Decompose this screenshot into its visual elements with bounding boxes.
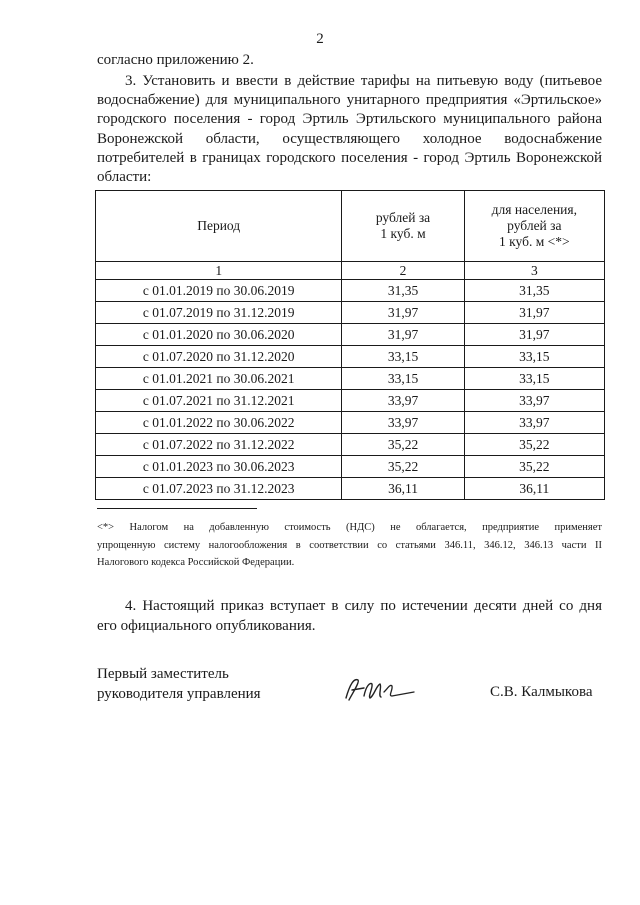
paragraph-4-line: 4. Настоящий приказ вступает в силу по истечении десяти дней со дня [125,598,602,614]
intro-line: согласно приложению 2. [97,52,254,68]
paragraph-3-line: области: [97,169,152,186]
period-cell: с 01.07.2023 по 31.12.2023 [96,478,342,500]
footnote-line: <*> Налогом на добавленную стоимость (НДС) не облагается, предприятие применяет [97,522,602,533]
population-rate-cell: 33,15 [464,368,604,390]
period-cell: с 01.07.2022 по 31.12.2022 [96,434,342,456]
rate-cell: 31,97 [342,324,464,346]
rate-cell: 36,11 [342,478,464,500]
table-row [96,346,605,368]
table-row [96,368,605,390]
table-row [96,390,605,412]
paragraph-3-line: водоснабжение) для муниципального унитарного предприятия «Эртильское» [97,92,602,109]
header-period-label: Период [197,218,241,233]
period-cell: с 01.07.2020 по 31.12.2020 [96,346,342,368]
header-population-line: 1 куб. м <*> [499,234,570,249]
header-period [96,191,342,262]
population-rate-cell: 31,97 [464,324,604,346]
period-cell: с 01.01.2023 по 30.06.2023 [96,456,342,478]
population-rate-cell: 33,97 [464,390,604,412]
period-cell: с 01.01.2021 по 30.06.2021 [96,368,342,390]
paragraph-4-line: его официального опубликования. [97,617,316,634]
period-cell: с 01.01.2019 по 30.06.2019 [96,280,342,302]
footnote-divider [97,508,257,509]
rate-cell: 33,15 [342,346,464,368]
footnote-line: упрощенную систему налогообложения в соответствии со статьями 346.11, 346.12, 346.13 части II [97,539,602,551]
footnote-line: Налогового кодекса Российской Федерации. [97,557,295,568]
header-population-line: рублей за [507,218,562,233]
table-row [96,434,605,456]
period-cell: с 01.01.2020 по 30.06.2020 [96,324,342,346]
paragraph-3-line: 3. Установить и ввести в действие тарифы на питьевую воду (питьевое [125,73,602,89]
table-row [96,456,605,478]
rate-cell: 35,22 [342,434,464,456]
tariff-table [95,190,605,500]
column-number: 3 [464,262,604,280]
period-cell: с 01.07.2019 по 31.12.2019 [96,302,342,324]
paragraph-4 [97,597,602,636]
rate-cell: 33,97 [342,390,464,412]
rate-cell: 33,15 [342,368,464,390]
rate-cell: 31,35 [342,280,464,302]
paragraph-3-line: Воронежской области, осуществляющего холодное водоснабжение [97,130,602,147]
rate-cell: 35,22 [342,456,464,478]
paragraph-3-line: потребителей в границах городского поселения - город Эртиль Воронежской [97,149,602,166]
handwritten-signature [340,670,420,708]
header-rate-line: 1 куб. м [380,226,426,241]
column-number: 1 [96,262,342,280]
paragraph-3-line: городского поселения - город Эртиль Эртильского муниципального района [97,111,602,128]
population-rate-cell: 35,22 [464,434,604,456]
table-row [96,302,605,324]
population-rate-cell: 36,11 [464,478,604,500]
period-cell: с 01.01.2022 по 30.06.2022 [96,412,342,434]
signatory-name: С.В. Калмыкова [490,684,593,700]
period-cell: с 01.07.2021 по 31.12.2021 [96,390,342,412]
rate-cell: 33,97 [342,412,464,434]
header-rate [342,191,464,262]
header-population-line: для населения, [491,202,577,217]
table-row [96,324,605,346]
column-number-row [96,262,605,280]
population-rate-cell: 35,22 [464,456,604,478]
population-rate-cell: 33,15 [464,346,604,368]
population-rate-cell: 31,35 [464,280,604,302]
signatory-title [97,665,261,704]
paragraph-3 [97,72,602,187]
table-row [96,412,605,434]
rate-cell: 31,97 [342,302,464,324]
signatory-title-line: руководителя управления [97,685,261,702]
table-row [96,280,605,302]
header-rate-line: рублей за [375,210,431,225]
table-row [96,478,605,500]
population-rate-cell: 33,97 [464,412,604,434]
table-header-row [96,191,605,262]
footnote [97,519,602,572]
population-rate-cell: 31,97 [464,302,604,324]
signatory-title-line: Первый заместитель [97,666,229,682]
header-population [464,191,604,262]
page-number: 2 [316,31,324,47]
column-number: 2 [342,262,464,280]
